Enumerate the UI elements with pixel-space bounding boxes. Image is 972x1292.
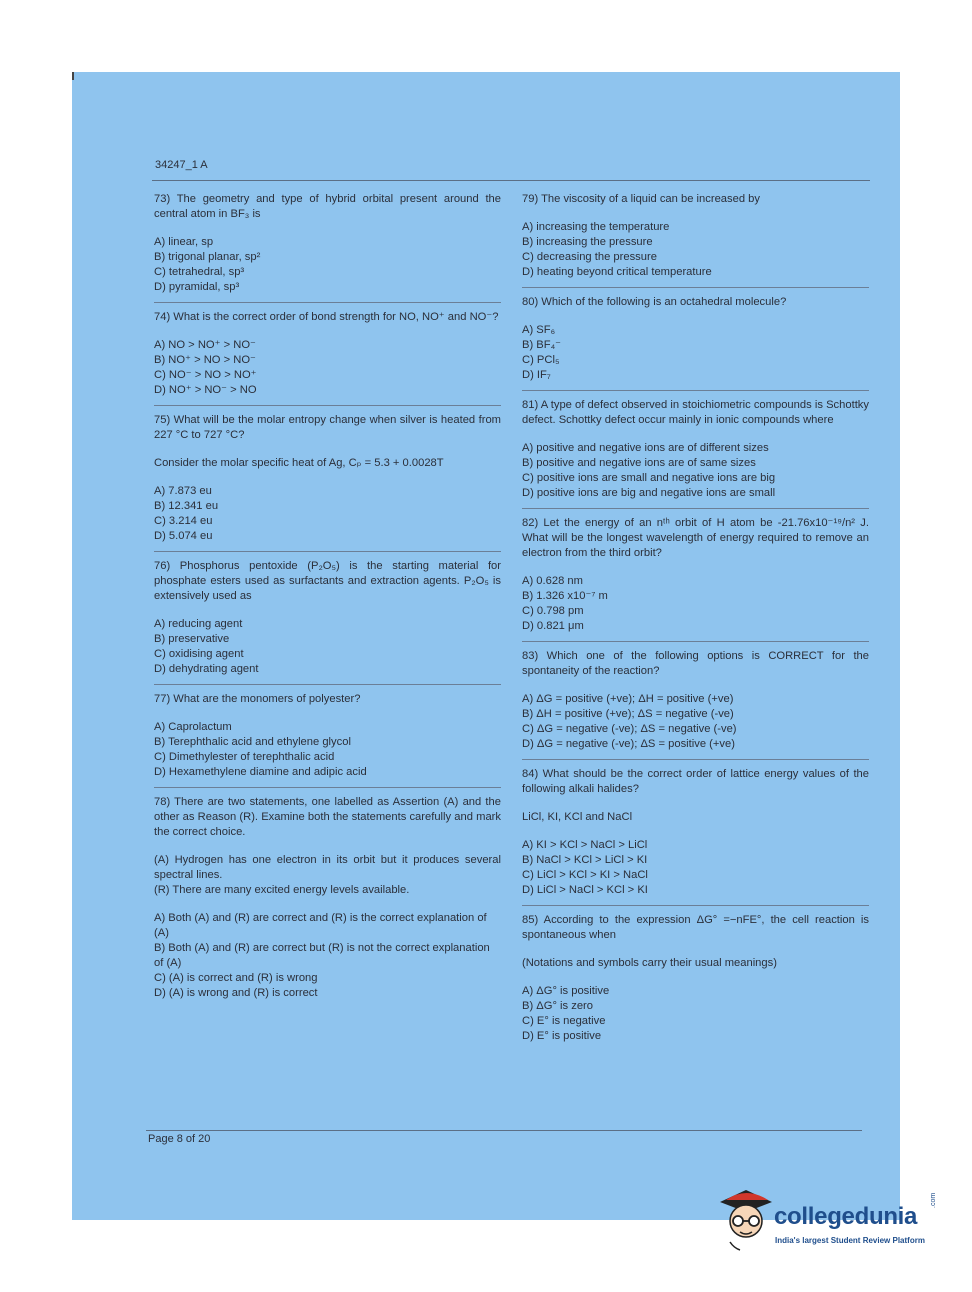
question-note: Consider the molar specific heat of Ag, Cₚ = 5.3 + 0.0028T bbox=[154, 457, 444, 469]
question-stem: 73) The geometry and type of hybrid orbital present around the central atom in BF₃ is bbox=[154, 193, 501, 220]
option-d: D) E° is positive bbox=[522, 1030, 602, 1042]
option-a: A) positive and negative ions are of different sizes bbox=[522, 442, 769, 454]
question-divider bbox=[154, 551, 501, 552]
option-b: B) NaCl > KCl > LiCl > KI bbox=[522, 854, 648, 866]
question-77 bbox=[154, 692, 501, 780]
question-stem: 81) A type of defect observed in stoichiometric compounds is Schottky defect. Schottky defect occur mainly in ionic compounds where bbox=[522, 399, 869, 426]
left-column bbox=[154, 192, 501, 1001]
option-b: B) Both (A) and (R) are correct but (R) is not the correct explanation of (A) bbox=[154, 942, 490, 969]
option-d: D) 0.821 μm bbox=[522, 620, 584, 632]
question-78 bbox=[154, 795, 501, 1001]
option-a: A) reducing agent bbox=[154, 618, 243, 630]
option-b: B) Terephthalic acid and ethylene glycol bbox=[154, 736, 351, 748]
option-d: D) ΔG = negative (-ve); ΔS = positive (+ve) bbox=[522, 738, 735, 750]
question-82 bbox=[522, 516, 869, 634]
question-divider bbox=[154, 787, 501, 788]
option-d: D) heating beyond critical temperature bbox=[522, 266, 712, 278]
option-d: D) 5.074 eu bbox=[154, 530, 213, 542]
brand-name: collegedunia bbox=[774, 1203, 918, 1230]
option-a: A) increasing the temperature bbox=[522, 221, 670, 233]
option-d: D) IF₇ bbox=[522, 369, 551, 381]
option-c: C) positive ions are small and negative ions are big bbox=[522, 472, 776, 484]
question-divider bbox=[522, 390, 869, 391]
option-d: D) NO⁺ > NO⁻ > NO bbox=[154, 384, 257, 396]
question-76 bbox=[154, 559, 501, 677]
question-divider bbox=[522, 905, 869, 906]
option-a: A) ΔG° is positive bbox=[522, 985, 610, 997]
option-d: D) LiCl > NaCl > KCl > KI bbox=[522, 884, 648, 896]
option-a: A) KI > KCl > NaCl > LiCl bbox=[522, 839, 648, 851]
question-divider bbox=[522, 287, 869, 288]
option-b: B) BF₄⁻ bbox=[522, 339, 562, 351]
question-stem: 83) Which one of the following options is CORRECT for the spontaneity of the reaction? bbox=[522, 650, 869, 677]
option-a: A) ΔG = positive (+ve); ΔH = positive (+ve) bbox=[522, 693, 734, 705]
page-number: Page 8 of 20 bbox=[148, 1133, 211, 1145]
option-c: C) 3.214 eu bbox=[154, 515, 213, 527]
reason-text: (R) There are many excited energy levels available. bbox=[154, 884, 410, 896]
question-divider bbox=[522, 641, 869, 642]
option-c: C) LiCl > KCl > KI > NaCl bbox=[522, 869, 648, 881]
question-stem: 76) Phosphorus pentoxide (P₂O₅) is the starting material for phosphate esters used as surfactants and extraction agents. P₂O₅ is extensively used as bbox=[154, 560, 501, 602]
question-stem: 78) There are two statements, one labelled as Assertion (A) and the other as Reason (R). Examine both the statements carefully and mark the correct choice. bbox=[154, 796, 501, 838]
question-74 bbox=[154, 310, 501, 398]
question-stem: 75) What will be the molar entropy change when silver is heated from 227 °C to 727 °C? bbox=[154, 414, 501, 441]
option-c: C) (A) is correct and (R) is wrong bbox=[154, 972, 318, 984]
brand-suffix: .com bbox=[930, 1192, 937, 1208]
option-a: A) 7.873 eu bbox=[154, 485, 212, 497]
question-stem: 84) What should be the correct order of lattice energy values of the following alkali halides? bbox=[522, 768, 869, 795]
option-c: C) decreasing the pressure bbox=[522, 251, 657, 263]
question-85 bbox=[522, 913, 869, 1044]
header-rule bbox=[152, 180, 870, 181]
option-b: B) 1.326 x10⁻⁷ m bbox=[522, 590, 608, 602]
question-81 bbox=[522, 398, 869, 501]
assertion-text: (A) Hydrogen has one electron in its orbit but it produces several spectral lines. bbox=[154, 854, 501, 881]
option-c: C) 0.798 pm bbox=[522, 605, 584, 617]
option-b: B) positive and negative ions are of same sizes bbox=[522, 457, 756, 469]
question-divider bbox=[154, 684, 501, 685]
question-79 bbox=[522, 192, 869, 280]
question-84 bbox=[522, 767, 869, 898]
option-d: D) Hexamethylene diamine and adipic acid bbox=[154, 766, 367, 778]
option-c: C) oxidising agent bbox=[154, 648, 244, 660]
option-c: C) Dimethylester of terephthalic acid bbox=[154, 751, 335, 763]
option-a: A) SF₆ bbox=[522, 324, 556, 336]
question-stem: 82) Let the energy of an nᵗʰ orbit of H atom be -21.76x10⁻¹⁹/n² J. What will be the longest wavelength of energy required to remove an electron from the third orbit? bbox=[522, 517, 869, 559]
question-75 bbox=[154, 413, 501, 544]
option-a: A) Both (A) and (R) are correct and (R) is the correct explanation of (A) bbox=[154, 912, 487, 939]
right-column bbox=[522, 192, 869, 1044]
question-note: (Notations and symbols carry their usual meanings) bbox=[522, 957, 777, 969]
question-divider bbox=[154, 302, 501, 303]
question-83 bbox=[522, 649, 869, 752]
question-stem: 79) The viscosity of a liquid can be increased by bbox=[522, 193, 760, 205]
question-stem: 85) According to the expression ΔG° =−nFE°, the cell reaction is spontaneous when bbox=[522, 914, 869, 941]
option-c: C) NO⁻ > NO > NO⁺ bbox=[154, 369, 257, 381]
question-stem: 77) What are the monomers of polyester? bbox=[154, 693, 361, 705]
option-d: D) (A) is wrong and (R) is correct bbox=[154, 987, 318, 999]
page-edge bbox=[72, 72, 74, 80]
option-d: D) pyramidal, sp³ bbox=[154, 281, 240, 293]
brand-tagline: India's largest Student Review Platform bbox=[775, 1236, 925, 1245]
question-73 bbox=[154, 192, 501, 295]
question-stem: 80) Which of the following is an octahedral molecule? bbox=[522, 296, 787, 308]
question-divider bbox=[522, 759, 869, 760]
question-stem: 74) What is the correct order of bond strength for NO, NO⁺ and NO⁻? bbox=[154, 311, 499, 323]
option-b: B) increasing the pressure bbox=[522, 236, 653, 248]
option-c: C) ΔG = negative (-ve); ΔS = negative (-ve) bbox=[522, 723, 737, 735]
option-c: C) E° is negative bbox=[522, 1015, 606, 1027]
option-b: B) NO⁺ > NO > NO⁻ bbox=[154, 354, 256, 366]
paper-code: 34247_1 A bbox=[155, 159, 208, 171]
question-divider bbox=[522, 508, 869, 509]
option-c: C) PCl₅ bbox=[522, 354, 560, 366]
option-a: A) Caprolactum bbox=[154, 721, 232, 733]
option-b: B) 12.341 eu bbox=[154, 500, 219, 512]
question-80 bbox=[522, 295, 869, 383]
option-b: B) ΔG° is zero bbox=[522, 1000, 594, 1012]
option-a: A) NO > NO⁺ > NO⁻ bbox=[154, 339, 256, 351]
option-d: D) positive ions are big and negative ions are small bbox=[522, 487, 776, 499]
question-divider bbox=[154, 405, 501, 406]
option-d: D) dehydrating agent bbox=[154, 663, 259, 675]
option-c: C) tetrahedral, sp³ bbox=[154, 266, 245, 278]
option-a: A) 0.628 nm bbox=[522, 575, 583, 587]
footer-rule bbox=[146, 1130, 862, 1131]
option-b: B) ΔH = positive (+ve); ΔS = negative (-ve) bbox=[522, 708, 734, 720]
option-b: B) trigonal planar, sp² bbox=[154, 251, 261, 263]
option-b: B) preservative bbox=[154, 633, 230, 645]
option-a: A) linear, sp bbox=[154, 236, 214, 248]
question-note: LiCl, KI, KCl and NaCl bbox=[522, 811, 633, 823]
